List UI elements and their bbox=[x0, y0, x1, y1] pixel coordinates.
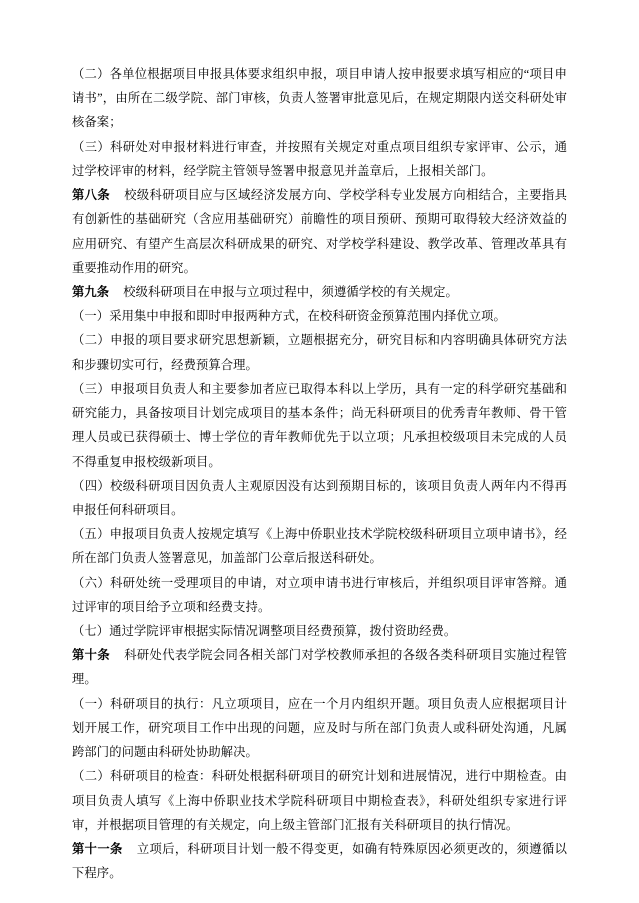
article-label: 第八条 bbox=[72, 188, 110, 203]
article-clause bbox=[72, 183, 567, 280]
paragraph: （三）科研处对申报材料进行审查，并按照有关规定对重点项目组织专家评审、公示，通过学校评审的材料，经学院主管领导签署申报意见并盖章后，上报相关部门。 bbox=[72, 139, 567, 178]
article-text: 科研处代表学院会同各相关部门对学校教师承担的各级各类科研项目实施过程管理。 bbox=[72, 648, 567, 687]
article-label: 第十一条 bbox=[72, 842, 123, 856]
paragraph: （二）各单位根据项目申报具体要求组织申报，项目申请人按申报要求填写相应的“项目申请书”，由所在二级学院、部门审核，负责人签署审批意见后，在规定期限内送交科研处审核备案； bbox=[72, 67, 567, 130]
paragraph: （七）通过学院评审根据实际情况调整项目经费预算，拨付资助经费。 bbox=[72, 624, 457, 639]
article-label: 第九条 bbox=[72, 284, 110, 299]
paragraph: （一）科研项目的执行：凡立项项目，应在一个月内组织开题。项目负责人应根据项目计划开展工作，研究项目工作中出现的问题，应及时与所在部门负责人或科研处沟通，凡属跨部门的问题由科研处协助解决。 bbox=[72, 696, 567, 760]
article-clause bbox=[72, 643, 567, 691]
article-clause bbox=[72, 837, 567, 885]
article-text: 立项后，科研项目计划一般不得变更，如确有特殊原因必须更改的，须遵循以下程序。 bbox=[72, 842, 567, 881]
paragraph: （五）申报项目负责人按规定填写《上海中侨职业技术学院校级科研项目立项申请书》，经所在部门负责人签署意见，加盖部门公章后报送科研处。 bbox=[72, 527, 567, 566]
document-body bbox=[72, 62, 567, 885]
paragraph: （二）科研项目的检查：科研处根据科研项目的研究计划和进展情况，进行中期检查。由项目负责人填写《上海中侨职业技术学院科研项目中期检查表》，科研处组织专家进行评审，并根据项目管理的有关规定，向上级主管部门汇报有关科研项目的执行情况。 bbox=[72, 769, 567, 832]
paragraph: （四）校级科研项目因负责人主观原因没有达到预期目标的，该项目负责人两年内不得再申报任何科研项目。 bbox=[72, 478, 567, 517]
article-text: 校级科研项目应与区域经济发展方向、学校学科专业发展方向相结合，主要指具有创新性的基础研究（含应用基础研究）前瞻性的项目预研、预期可取得较大经济效益的应用研究、有望产生高层次科研成果的研究、对学校学科建设、教学改革、管理改革具有重要推动作用的研究。 bbox=[72, 188, 567, 275]
paragraph: （三）申报项目负责人和主要参加者应已取得本科以上学历，具有一定的科学研究基础和研究能力，具备按项目计划完成项目的基本条件；尚无科研项目的优秀青年教师、骨干管理人员或已获得硕士、博士学位的青年教师优先于以立项；凡承担校级项目未完成的人员不得重复申报校级新项目。 bbox=[72, 381, 567, 469]
article-clause bbox=[72, 280, 567, 304]
paragraph: （六）科研处统一受理项目的申请，对立项申请书进行审核后，并组织项目评审答辩。通过评审的项目给予立项和经费支持。 bbox=[72, 575, 567, 614]
paragraph: （一）采用集中申报和即时申报两种方式，在校科研资金预算范围内择优立项。 bbox=[72, 309, 506, 324]
article-text: 校级科研项目在申报与立项过程中，须遵循学校的有关规定。 bbox=[123, 284, 458, 299]
paragraph: （二）申报的项目要求研究思想新颖，立题根据充分，研究目标和内容明确具体研究方法和步骤切实可行，经费预算合理。 bbox=[72, 333, 567, 372]
article-label: 第十条 bbox=[72, 648, 110, 663]
